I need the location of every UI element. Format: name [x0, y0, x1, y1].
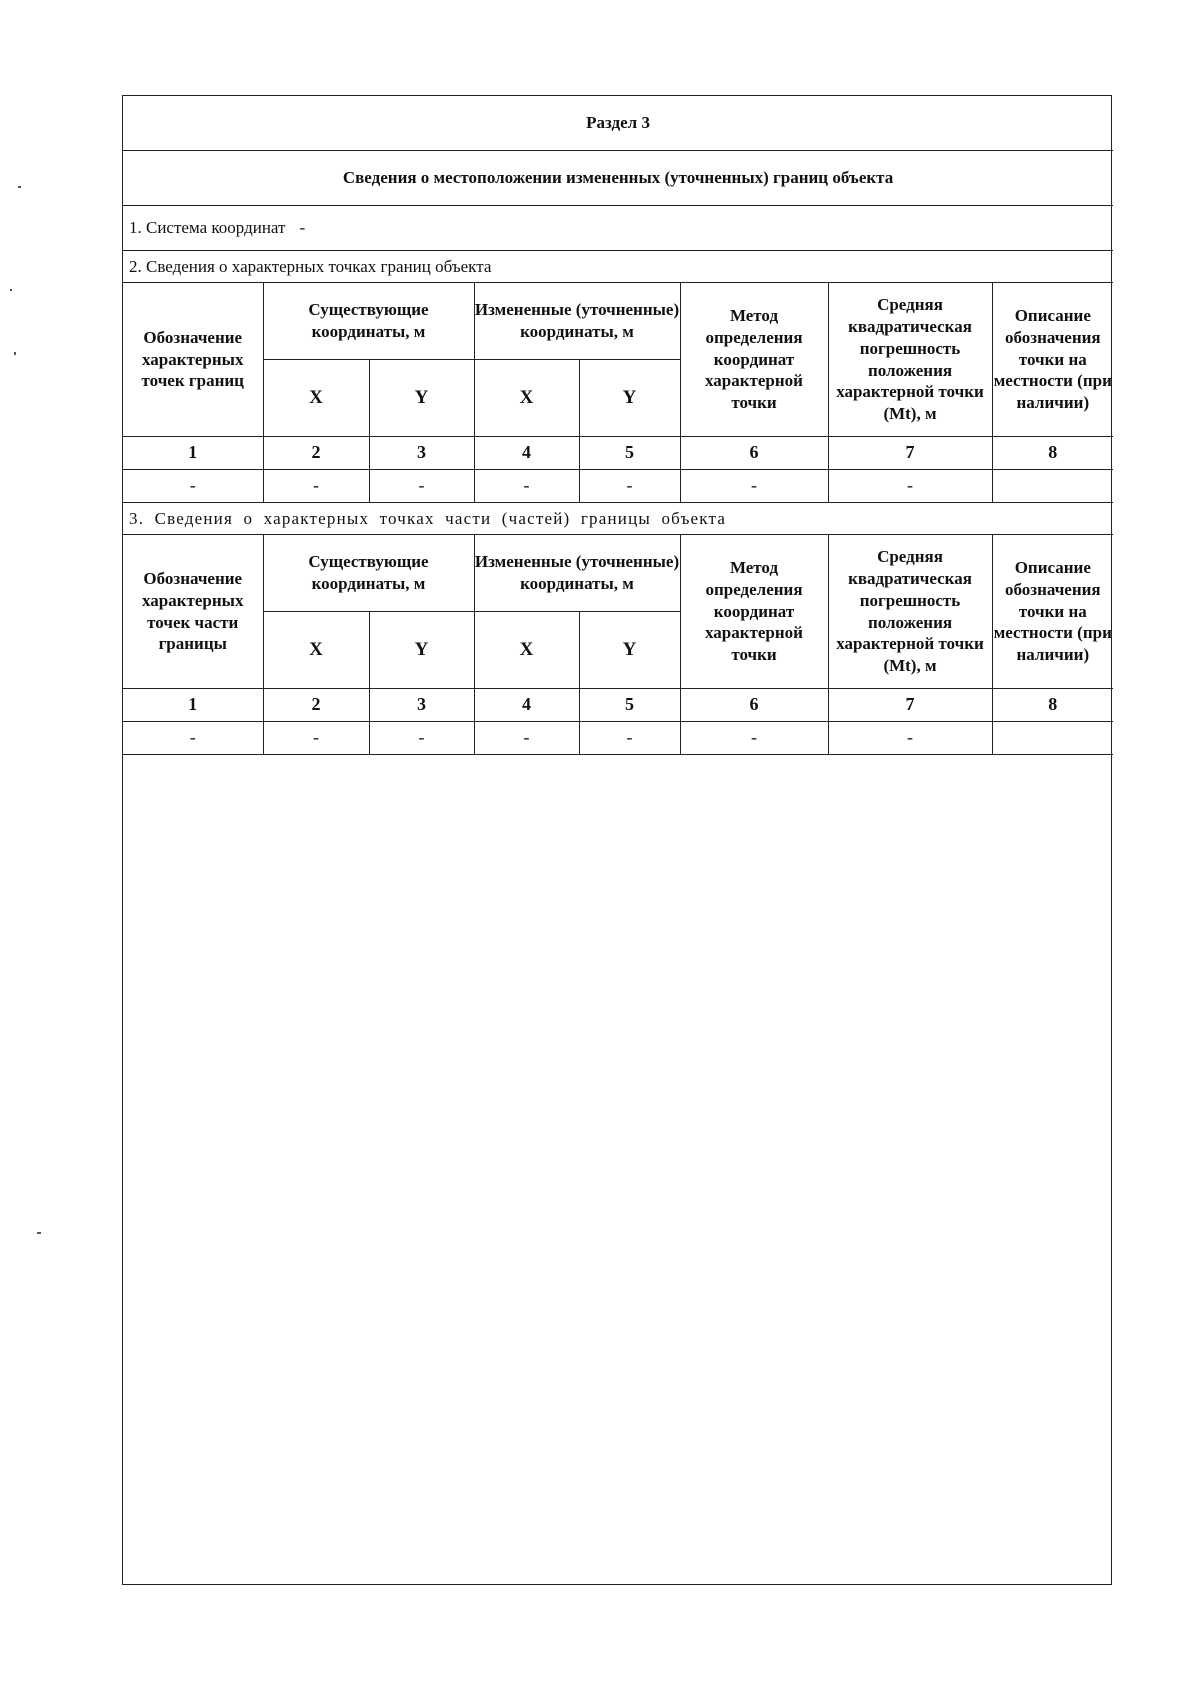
table-cell: - [369, 470, 474, 503]
table-cell: - [123, 470, 263, 503]
scan-speck [14, 352, 16, 355]
table-cell: - [579, 722, 680, 755]
column-number: 3 [369, 437, 474, 470]
col-existing-y-header: Y [369, 612, 474, 689]
table-cell: - [474, 470, 579, 503]
col-changed-y-header: Y [579, 360, 680, 437]
col-changed-x-header: X [474, 360, 579, 437]
column-number: 1 [123, 689, 263, 722]
table-cell: - [680, 722, 828, 755]
table-cell: - [123, 722, 263, 755]
scan-speck [18, 186, 21, 188]
coord-system-label: 1. Система координат [129, 218, 286, 238]
table-cell: - [579, 470, 680, 503]
col-description-header: Описание обозначения точки на местности (при наличии) [992, 535, 1113, 689]
column-number: 4 [474, 437, 579, 470]
col-changed-header: Измененные (уточненные) координаты, м [474, 535, 680, 612]
col-existing-x-header: X [263, 360, 369, 437]
column-numbers-row [123, 437, 1113, 470]
boundary-points-caption: 2. Сведения о характерных точках границ объекта [123, 251, 1113, 283]
coord-system-value: - [299, 218, 306, 238]
column-number: 5 [579, 689, 680, 722]
col-error-header: Средняя квадратическая погрешность положения характерной точки (Mt), м [828, 535, 992, 689]
col-designation-header: Обозначение характерных точек границ [123, 283, 263, 437]
column-number: 5 [579, 437, 680, 470]
col-changed-x-header: X [474, 612, 579, 689]
column-number: 3 [369, 689, 474, 722]
section-title: Раздел 3 [123, 96, 1113, 151]
col-changed-y-header: Y [579, 612, 680, 689]
part-boundary-points-caption: 3. Сведения о характерных точках части (частей) границы объекта [123, 503, 1113, 535]
col-existing-y-header: Y [369, 360, 474, 437]
table-cell: - [263, 722, 369, 755]
table-cell: - [828, 470, 992, 503]
column-number: 2 [263, 689, 369, 722]
scan-speck [10, 289, 12, 291]
table-cell: - [474, 722, 579, 755]
col-method-header: Метод определения координат характерной точки [680, 535, 828, 689]
table-row [123, 722, 1113, 755]
col-description-header: Описание обозначения точки на местности (при наличии) [992, 283, 1113, 437]
col-existing-header: Существующие координаты, м [263, 535, 474, 612]
column-number: 4 [474, 689, 579, 722]
table-cell: - [680, 470, 828, 503]
col-designation-header: Обозначение характерных точек части границы [123, 535, 263, 689]
table-cell: - [369, 722, 474, 755]
coord-system-line [123, 206, 1113, 251]
section-table [123, 96, 1113, 755]
table-cell [992, 722, 1113, 755]
table-cell: - [828, 722, 992, 755]
column-numbers-row [123, 689, 1113, 722]
column-number: 6 [680, 437, 828, 470]
col-existing-x-header: X [263, 612, 369, 689]
column-number: 7 [828, 437, 992, 470]
column-number: 2 [263, 437, 369, 470]
column-number: 8 [992, 689, 1113, 722]
column-number: 8 [992, 437, 1113, 470]
document-frame [122, 95, 1112, 1585]
table-row [123, 470, 1113, 503]
scan-speck [37, 1232, 41, 1234]
column-number: 6 [680, 689, 828, 722]
col-error-header: Средняя квадратическая погрешность положения характерной точки (Mt), м [828, 283, 992, 437]
col-method-header: Метод определения координат характерной точки [680, 283, 828, 437]
column-number: 1 [123, 437, 263, 470]
table-cell: - [263, 470, 369, 503]
col-existing-header: Существующие координаты, м [263, 283, 474, 360]
col-changed-header: Измененные (уточненные) координаты, м [474, 283, 680, 360]
column-number: 7 [828, 689, 992, 722]
main-heading: Сведения о местоположении измененных (уточненных) границ объекта [123, 151, 1113, 206]
table-cell [992, 470, 1113, 503]
